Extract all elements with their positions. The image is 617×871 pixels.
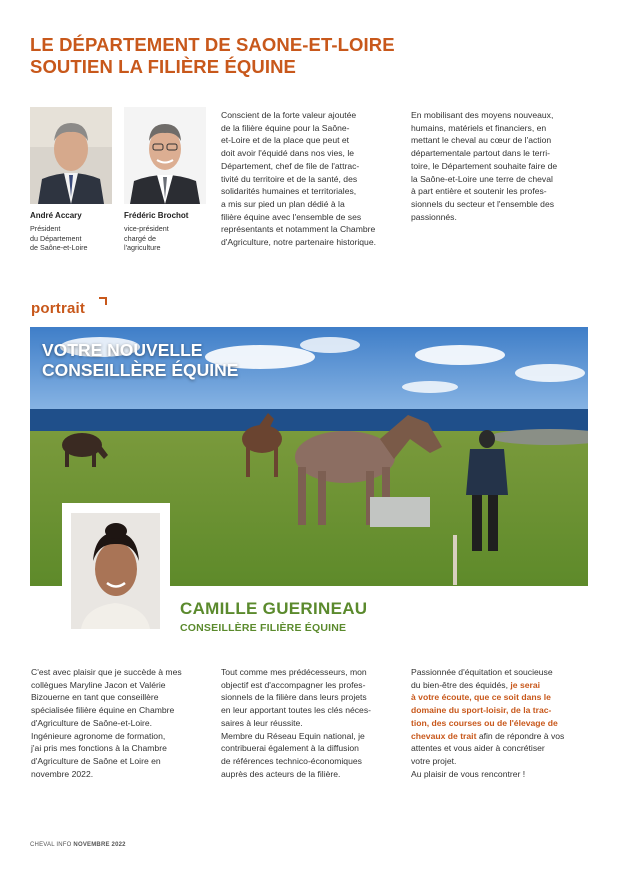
photo-frederic-brochot bbox=[124, 107, 206, 204]
body-column-3: Passionnée d'équitation et soucieuse du bien-être des équidés, je serai à votre écoute, que ce soit dans le domaine du sport-loisir, de la trac- tion, des courses ou de l'élevage de chevaux de trait afin de répondre à vos attentes et vous aider à concrétiser votre projet. Au plaisir de vous rencontrer ! bbox=[411, 667, 565, 779]
intro-column-1: Conscient de la forte valeur ajoutée de la filière équine pour la Saône- et-Loire et de la place que peut et doit avoir l'équidé dans nos vies, le Département, chef de file de l'attrac- tivité du territoire et de la santé, des solidarités humaines et territoriales, a mis sur pied un plan dédié à la filière équine avec l'ensemble de ses représentants et notamment la Chambre d'Agriculture, notre partenaire historique. bbox=[221, 110, 376, 248]
intro-column-2: En mobilisant des moyens nouveaux, humains, matériels et financiers, en mettant le cheval au cœur de l'action départementale partout dans le terri- toire, le Département souhaite faire de la Saône-et-Loire une terre de cheval à part entière et soutenir les profes- sionnels du secteur et l'ensemble des passionnés. bbox=[411, 110, 558, 222]
official-name-1: André Accary bbox=[30, 211, 82, 220]
person-role: CONSEILLÈRE FILIÈRE ÉQUINE bbox=[180, 622, 347, 634]
footer bbox=[30, 842, 126, 848]
person-name: CAMILLE GUERINEAU bbox=[180, 599, 368, 618]
page-title-line1: LE DÉPARTEMENT DE SAONE-ET-LOIRE bbox=[30, 34, 395, 55]
highlight-text: je serai bbox=[510, 679, 541, 690]
hero-title bbox=[42, 340, 238, 380]
section-label: portrait bbox=[31, 300, 86, 317]
footer-publication: CHEVAL INFO bbox=[30, 842, 72, 848]
official-role-1: Président du Département de Saône-et-Loire bbox=[30, 224, 88, 253]
official-name-2: Frédéric Brochot bbox=[124, 211, 189, 220]
official-role-2: vice-président chargé de l'agriculture bbox=[124, 224, 169, 253]
hero-title-line1: VOTRE NOUVELLE bbox=[42, 340, 203, 360]
body-column-2: Tout comme mes prédécesseurs, mon objectif est d'accompagner les profes- sionnels de la filière dans leurs projets en leur apportant toutes les clés néces- saires à leur réussite. Membre du Réseau Equin national, je contribuerai également à la diffusion de références technico-économiques auprès des acteurs de la filière. bbox=[221, 667, 372, 779]
page-title-line2: SOUTIEN LA FILIÈRE ÉQUINE bbox=[30, 56, 296, 77]
photo-andre-accary bbox=[30, 107, 112, 204]
portrait-photo bbox=[71, 513, 160, 629]
page-title bbox=[30, 34, 490, 78]
corner-mark-icon bbox=[99, 297, 107, 305]
hero-title-line2: CONSEILLÈRE ÉQUINE bbox=[42, 360, 239, 380]
footer-issue: NOVEMBRE 2022 bbox=[73, 842, 126, 848]
body-column-1: C'est avec plaisir que je succède à mes collègues Maryline Jacon et Valérie Bizouerne en tant que conseillère spécialisée filière équine en Chambre d'Agriculture de Saône-et-Loire. Ingénieure agronome de formation, j'ai pris mes fonctions à la Chambre d'Agriculture de Saône et Loire en novembre 2022. bbox=[31, 667, 182, 779]
